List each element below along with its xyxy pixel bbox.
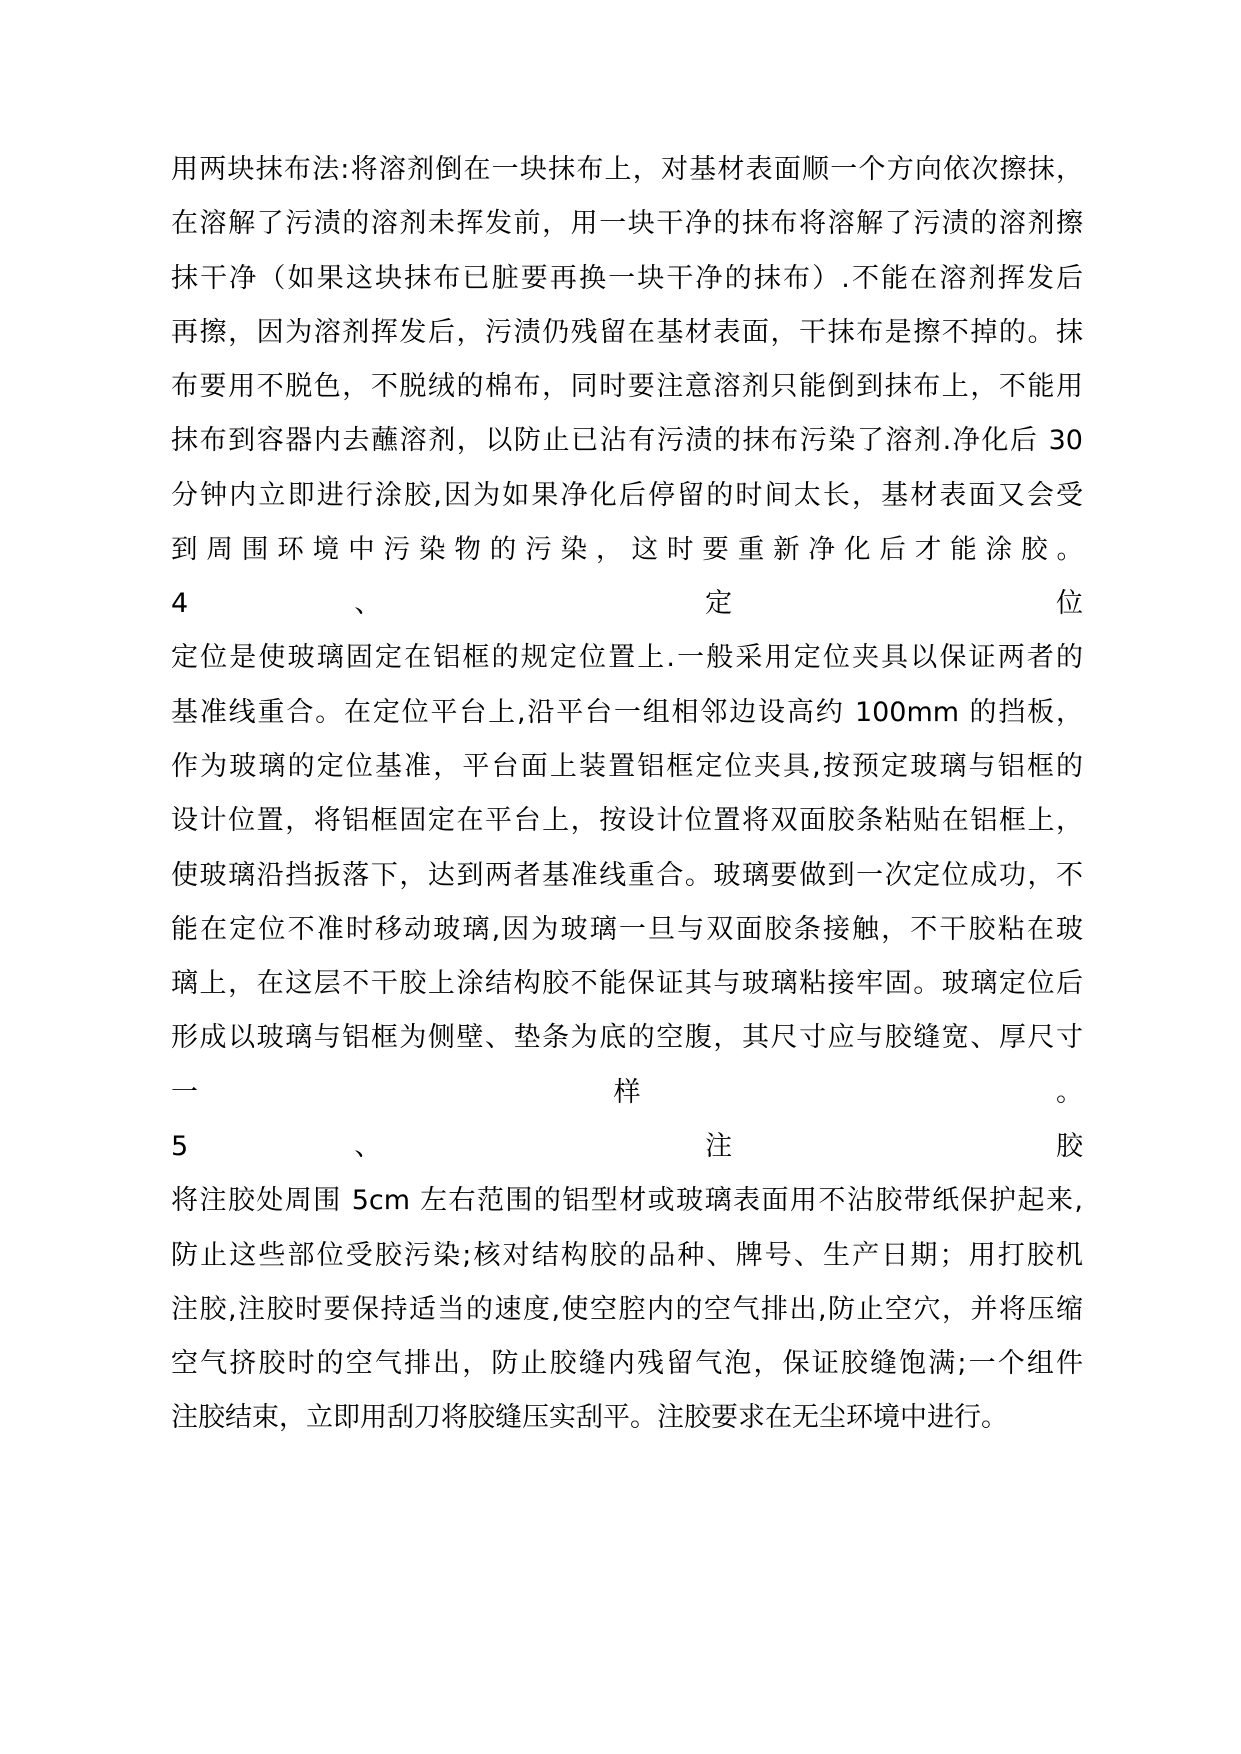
text-line: 将注胶处周围 5cm 左右范围的铝型材或玻璃表面用不沾胶带纸保护起来, (171, 1185, 1083, 1216)
text-line: 定位是使玻璃固定在铝框的规定位置上.一般采用定位夹具以保证两者的 (171, 642, 1083, 673)
text-line: 形成以玻璃与铝框为侧壁、垫条为底的空腹，其尺寸应与胶缝宽、厚尺寸 (171, 1022, 1083, 1053)
text-line: 在溶解了污渍的溶剂未挥发前，用一块干净的抹布将溶解了污渍的溶剂擦 (171, 208, 1083, 239)
text-line: 抹布到容器内去蘸溶剂，以防止已沾有污渍的抹布污染了溶剂.净化后 30 (171, 425, 1083, 456)
text-line: 使玻璃沿挡扳落下，达到两者基准线重合。玻璃要做到一次定位成功，不 (171, 860, 1083, 891)
text-line: 用两块抹布法:将溶剂倒在一块抹布上，对基材表面顺一个方向依次擦抹， (171, 154, 1083, 185)
section-heading: 5 、 注 胶 (171, 1131, 1083, 1162)
text-line: 璃上，在这层不干胶上涂结构胶不能保证其与玻璃粘接牢固。玻璃定位后 (171, 968, 1083, 999)
text-line: 布要用不脱色，不脱绒的棉布，同时要注意溶剂只能倒到抹布上，不能用 (171, 371, 1083, 402)
text-line: 作为玻璃的定位基准，平台面上装置铝框定位夹具,按预定玻璃与铝框的 (171, 751, 1083, 782)
text-line: 再擦，因为溶剂挥发后，污渍仍残留在基材表面，干抹布是擦不掉的。抹 (171, 317, 1083, 348)
text-line: 能在定位不准时移动玻璃,因为玻璃一旦与双面胶条接触，不干胶粘在玻 (171, 914, 1083, 945)
text-line: 防止这些部位受胶污染;核对结构胶的品种、牌号、生产日期；用打胶机 (171, 1240, 1083, 1271)
text-line: 基准线重合。在定位平台上,沿平台一组相邻边设高约 100mm 的挡板， (171, 697, 1083, 728)
text-line: 抹干净（如果这块抹布已脏要再换一块干净的抹布）.不能在溶剂挥发后 (171, 263, 1083, 294)
text-line: 空气挤胶时的空气排出，防止胶缝内残留气泡，保证胶缝饱满;一个组件 (171, 1348, 1083, 1379)
text-line: 注胶,注胶时要保持适当的速度,使空腔内的空气排出,防止空穴，并将压缩 (171, 1294, 1083, 1325)
text-line: 分钟内立即进行涂胶,因为如果净化后停留的时间太长，基材表面又会受 (171, 480, 1083, 511)
section-heading: 4 、 定 位 (171, 588, 1083, 619)
text-line: 注胶结束，立即用刮刀将胶缝压实刮平。注胶要求在无尘环境中进行。 (171, 1402, 1008, 1433)
text-line: 一 样 。 (171, 1077, 1083, 1108)
text-line: 到 周 围 环 境 中 污 染 物 的 污 染 ， 这 时 要 重 新 净 化 后 才 能 涂 胶 。 (171, 534, 1083, 565)
text-line: 设计位置，将铝框固定在平台上，按设计位置将双面胶条粘贴在铝框上， (171, 805, 1083, 836)
